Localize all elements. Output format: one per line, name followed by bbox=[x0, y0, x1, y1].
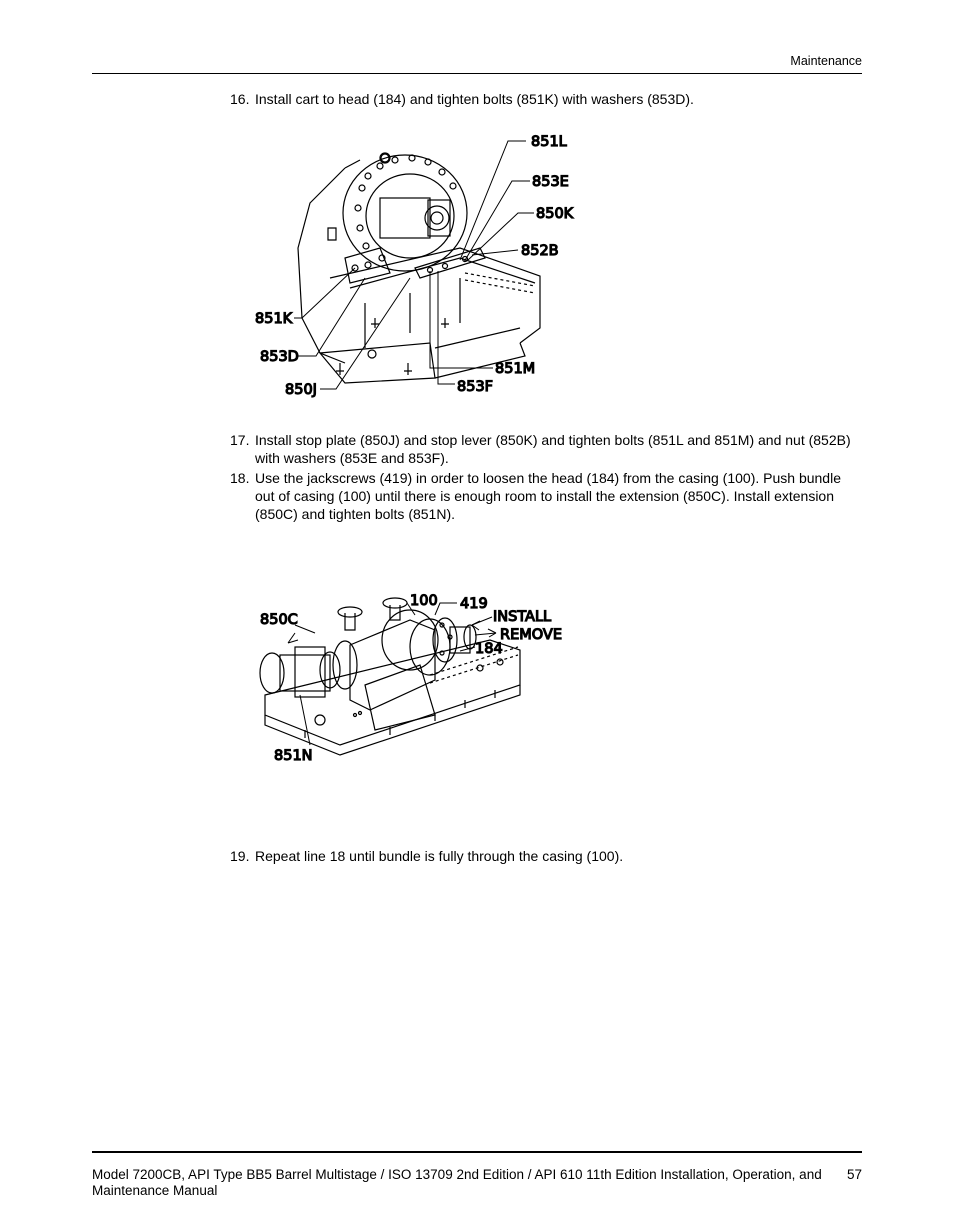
callout-852B: 852B bbox=[521, 243, 559, 259]
callout-419: 419 bbox=[460, 596, 488, 612]
header-rule bbox=[92, 73, 862, 74]
footer-rule bbox=[92, 1151, 862, 1153]
step-19 bbox=[230, 847, 860, 865]
step-number: 18. bbox=[230, 470, 250, 486]
callout-remove: REMOVE bbox=[500, 627, 562, 643]
callout-850K: 850K bbox=[536, 206, 574, 222]
callout-851N: 851N bbox=[274, 748, 313, 764]
step-text: Install stop plate (850J) and stop lever (850K) and tighten bolts (851L and 851M) and nut (852B) with washers (853E and 853F). bbox=[255, 432, 851, 466]
page-number: 57 bbox=[846, 1167, 862, 1182]
step-number: 16. bbox=[230, 91, 250, 107]
callout-851K: 851K bbox=[255, 311, 293, 327]
callout-install: INSTALL bbox=[493, 609, 552, 625]
figure-bundle-extension bbox=[250, 585, 570, 770]
step-18 bbox=[230, 469, 860, 523]
callout-853F: 853F bbox=[457, 379, 494, 395]
step-number: 19. bbox=[230, 848, 250, 864]
callout-184: 184 bbox=[475, 641, 503, 657]
callout-100: 100 bbox=[410, 593, 438, 609]
callout-851M: 851M bbox=[495, 361, 536, 377]
callout-851L: 851L bbox=[531, 134, 567, 150]
step-17 bbox=[230, 431, 860, 467]
step-text: Repeat line 18 until bundle is fully through the casing (100). bbox=[255, 848, 624, 864]
figure-cart-install bbox=[250, 128, 580, 403]
step-text: Install cart to head (184) and tighten bolts (851K) with washers (853D). bbox=[255, 91, 694, 107]
callout-853D: 853D bbox=[260, 349, 299, 365]
callout-850J: 850J bbox=[285, 382, 317, 398]
footer-manual-title: Model 7200CB, API Type BB5 Barrel Multistage / ISO 13709 2nd Edition / API 610 11th Edition Installation, Operation, and Maintenance Manual bbox=[92, 1167, 822, 1198]
callout-850C: 850C bbox=[260, 612, 298, 628]
machine-drawing-cart bbox=[298, 153, 540, 383]
step-text: Use the jackscrews (419) in order to loosen the head (184) from the casing (100). Push bundle out of casing (100) until there is enough room to install the extension (850C). Install extension (850C) and tighten bolts (851N). bbox=[255, 470, 841, 522]
step-16 bbox=[230, 90, 860, 108]
leader-lines bbox=[288, 603, 496, 745]
callout-853E: 853E bbox=[532, 174, 569, 190]
step-number: 17. bbox=[230, 432, 250, 448]
page-header-section: Maintenance bbox=[790, 54, 862, 68]
